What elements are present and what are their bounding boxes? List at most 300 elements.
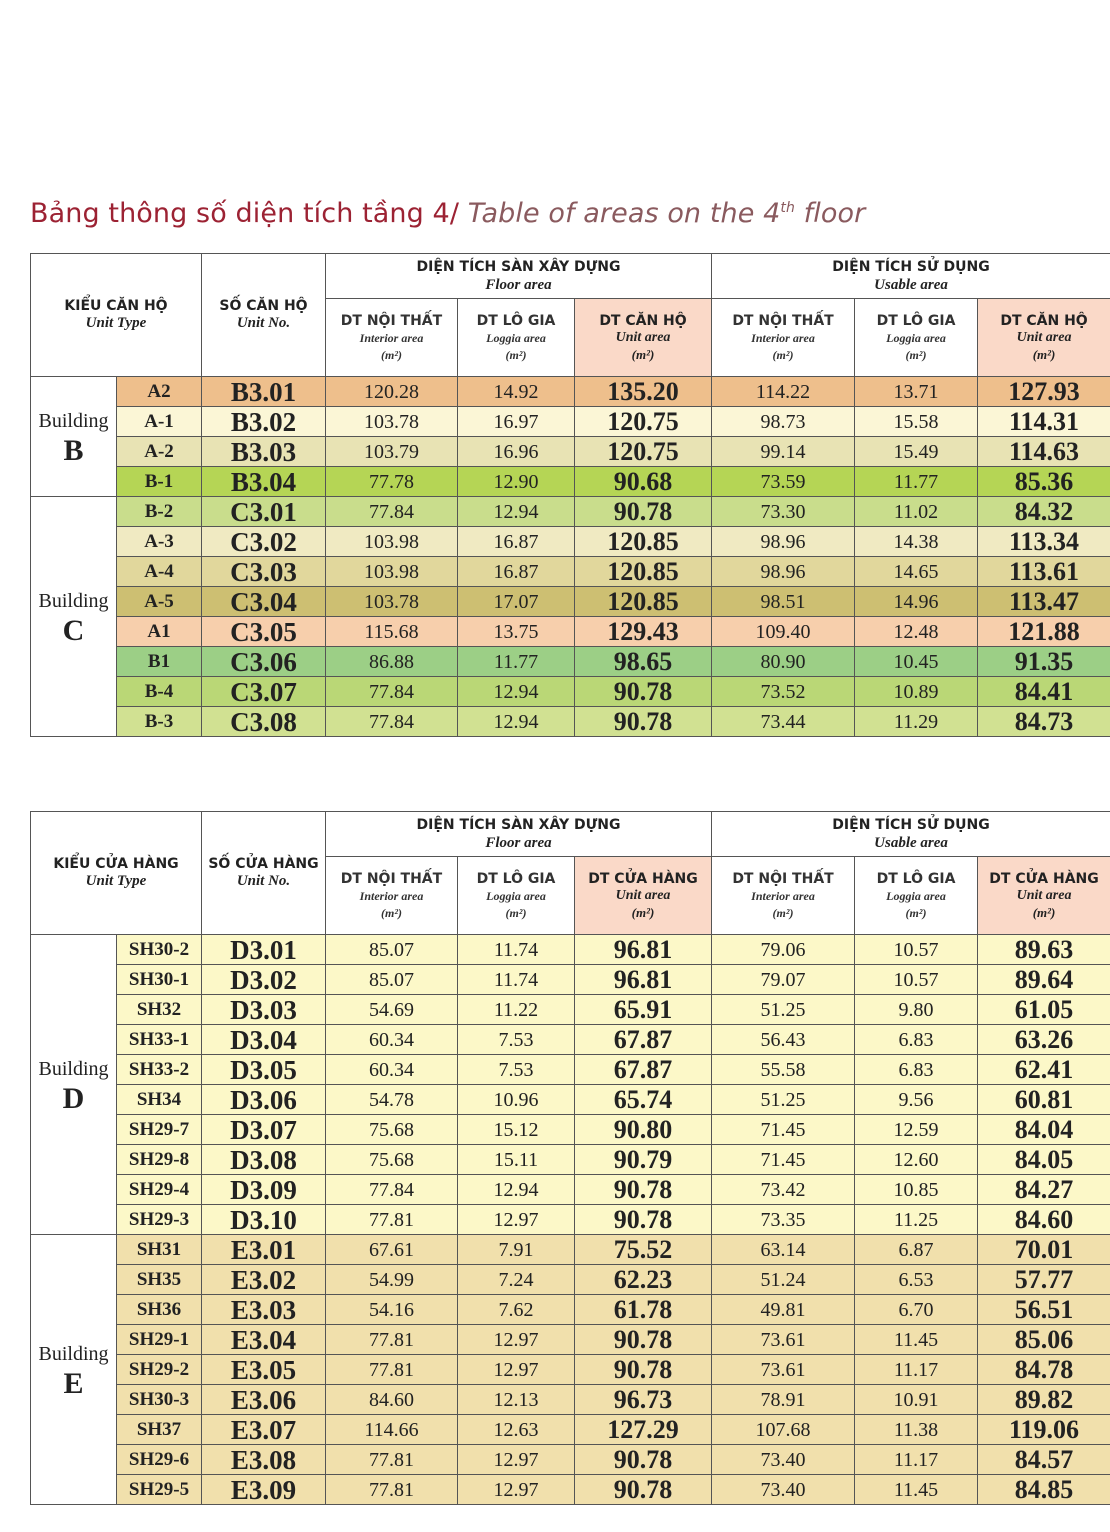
header-floor-shop: DT CỬA HÀNG Unit area (m²) <box>575 857 712 935</box>
usable-unit-cell: 84.04 <box>978 1115 1110 1145</box>
usable-loggia-cell: 15.49 <box>855 437 978 467</box>
table-row <box>31 1205 1110 1235</box>
usable-loggia-cell: 11.17 <box>855 1355 978 1385</box>
floor-interior-cell: 114.66 <box>326 1415 458 1445</box>
building-word: Building <box>38 1342 109 1365</box>
floor-interior-cell: 77.81 <box>326 1475 458 1505</box>
unit-type-cell: SH29-3 <box>117 1205 202 1235</box>
floor-interior-cell: 77.84 <box>326 1175 458 1205</box>
table-row <box>31 1175 1110 1205</box>
unit-type-cell: SH35 <box>117 1265 202 1295</box>
floor-loggia-cell: 12.90 <box>458 467 575 497</box>
unit-no-cell: D3.08 <box>202 1145 326 1175</box>
table-row <box>31 377 1110 407</box>
building-letter: C <box>62 613 85 647</box>
usable-loggia-cell: 12.59 <box>855 1115 978 1145</box>
floor-unit-cell: 96.81 <box>575 935 712 965</box>
header-floor-interior: DT NỘI THẤT Interior area (m²) <box>326 857 458 935</box>
floor-unit-cell: 67.87 <box>575 1055 712 1085</box>
usable-loggia-cell: 9.56 <box>855 1085 978 1115</box>
table-row <box>31 1235 1110 1265</box>
unit-type-cell: SH29-1 <box>117 1325 202 1355</box>
floor-interior-cell: 85.07 <box>326 935 458 965</box>
building-word: Building <box>38 409 109 432</box>
unit-no-cell: E3.08 <box>202 1445 326 1475</box>
usable-unit-cell: 84.32 <box>978 497 1110 527</box>
floor-loggia-cell: 12.13 <box>458 1385 575 1415</box>
floor-loggia-cell: 14.92 <box>458 377 575 407</box>
table-row <box>31 1145 1110 1175</box>
floor-loggia-cell: 7.62 <box>458 1295 575 1325</box>
unit-no-cell: B3.03 <box>202 437 326 467</box>
floor-unit-cell: 90.79 <box>575 1145 712 1175</box>
floor-unit-cell: 90.78 <box>575 1475 712 1505</box>
usable-interior-cell: 107.68 <box>712 1415 855 1445</box>
floor-loggia-cell: 16.96 <box>458 437 575 467</box>
usable-interior-cell: 73.61 <box>712 1325 855 1355</box>
floor-loggia-cell: 11.74 <box>458 965 575 995</box>
floor-loggia-cell: 12.94 <box>458 497 575 527</box>
floor-interior-cell: 103.98 <box>326 557 458 587</box>
building-word: Building <box>38 1057 109 1080</box>
usable-unit-cell: 63.26 <box>978 1025 1110 1055</box>
floor-unit-cell: 98.65 <box>575 647 712 677</box>
floor-loggia-cell: 15.11 <box>458 1145 575 1175</box>
usable-interior-cell: 73.59 <box>712 467 855 497</box>
floor-loggia-cell: 12.94 <box>458 1175 575 1205</box>
floor-unit-cell: 120.85 <box>575 527 712 557</box>
floor-unit-cell: 90.78 <box>575 1175 712 1205</box>
unit-type-cell: SH32 <box>117 995 202 1025</box>
header-usable-area: DIỆN TÍCH SỬ DỤNG Usable area <box>712 254 1110 299</box>
unit-type-cell: B-4 <box>117 677 202 707</box>
floor-loggia-cell: 7.24 <box>458 1265 575 1295</box>
table-row <box>31 497 1110 527</box>
unit-type-cell: SH29-7 <box>117 1115 202 1145</box>
floor-loggia-cell: 16.97 <box>458 407 575 437</box>
usable-loggia-cell: 11.29 <box>855 707 978 737</box>
table-row <box>31 1085 1110 1115</box>
usable-interior-cell: 99.14 <box>712 437 855 467</box>
table-row <box>31 1445 1110 1475</box>
unit-no-cell: D3.03 <box>202 995 326 1025</box>
usable-interior-cell: 51.25 <box>712 995 855 1025</box>
usable-loggia-cell: 11.02 <box>855 497 978 527</box>
floor-unit-cell: 96.73 <box>575 1385 712 1415</box>
floor-loggia-cell: 12.97 <box>458 1325 575 1355</box>
header-usable-interior: DT NỘI THẤT Interior area (m²) <box>712 299 855 377</box>
unit-type-cell: SH29-2 <box>117 1355 202 1385</box>
usable-interior-cell: 73.52 <box>712 677 855 707</box>
floor-interior-cell: 77.81 <box>326 1325 458 1355</box>
floor-unit-cell: 90.78 <box>575 1325 712 1355</box>
usable-interior-cell: 98.51 <box>712 587 855 617</box>
floor-interior-cell: 75.68 <box>326 1115 458 1145</box>
usable-loggia-cell: 10.57 <box>855 935 978 965</box>
unit-type-cell: SH30-3 <box>117 1385 202 1415</box>
floor-interior-cell: 77.81 <box>326 1205 458 1235</box>
floor-unit-cell: 90.78 <box>575 677 712 707</box>
header-unit-type: KIỂU CĂN HỘ Unit Type <box>31 254 202 377</box>
usable-loggia-cell: 11.17 <box>855 1445 978 1475</box>
floor-unit-cell: 62.23 <box>575 1265 712 1295</box>
usable-loggia-cell: 13.71 <box>855 377 978 407</box>
floor-loggia-cell: 11.74 <box>458 935 575 965</box>
unit-no-cell: D3.05 <box>202 1055 326 1085</box>
unit-type-cell: B-2 <box>117 497 202 527</box>
usable-interior-cell: 98.96 <box>712 557 855 587</box>
floor-loggia-cell: 7.53 <box>458 1055 575 1085</box>
unit-no-cell: B3.04 <box>202 467 326 497</box>
floor-loggia-cell: 13.75 <box>458 617 575 647</box>
unit-no-cell: C3.03 <box>202 557 326 587</box>
header-shop-no: SỐ CỬA HÀNG Unit No. <box>202 812 326 935</box>
unit-no-cell: B3.01 <box>202 377 326 407</box>
building-label <box>31 497 117 737</box>
unit-no-cell: D3.09 <box>202 1175 326 1205</box>
usable-loggia-cell: 10.45 <box>855 647 978 677</box>
table-row <box>31 1055 1110 1085</box>
unit-type-cell: SH29-5 <box>117 1475 202 1505</box>
usable-loggia-cell: 9.80 <box>855 995 978 1025</box>
unit-no-cell: E3.05 <box>202 1355 326 1385</box>
usable-interior-cell: 73.61 <box>712 1355 855 1385</box>
usable-interior-cell: 73.30 <box>712 497 855 527</box>
floor-unit-cell: 120.75 <box>575 437 712 467</box>
table-row <box>31 437 1110 467</box>
floor-interior-cell: 60.34 <box>326 1055 458 1085</box>
floor-interior-cell: 77.84 <box>326 707 458 737</box>
usable-loggia-cell: 10.85 <box>855 1175 978 1205</box>
floor-loggia-cell: 12.97 <box>458 1355 575 1385</box>
table-row <box>31 617 1110 647</box>
usable-loggia-cell: 10.89 <box>855 677 978 707</box>
usable-loggia-cell: 6.87 <box>855 1235 978 1265</box>
table-row <box>31 1295 1110 1325</box>
floor-loggia-cell: 10.96 <box>458 1085 575 1115</box>
unit-no-cell: C3.05 <box>202 617 326 647</box>
floor-interior-cell: 54.69 <box>326 995 458 1025</box>
usable-unit-cell: 57.77 <box>978 1265 1110 1295</box>
usable-unit-cell: 89.63 <box>978 935 1110 965</box>
floor-unit-cell: 61.78 <box>575 1295 712 1325</box>
usable-loggia-cell: 14.65 <box>855 557 978 587</box>
unit-type-cell: SH37 <box>117 1415 202 1445</box>
usable-interior-cell: 73.42 <box>712 1175 855 1205</box>
floor-interior-cell: 103.78 <box>326 407 458 437</box>
unit-no-cell: E3.03 <box>202 1295 326 1325</box>
usable-interior-cell: 79.06 <box>712 935 855 965</box>
apartment-area-table <box>30 253 1110 737</box>
unit-type-cell: SH30-1 <box>117 965 202 995</box>
header-shop-type: KIỂU CỬA HÀNG Unit Type <box>31 812 202 935</box>
floor-interior-cell: 60.34 <box>326 1025 458 1055</box>
usable-unit-cell: 84.57 <box>978 1445 1110 1475</box>
usable-loggia-cell: 12.60 <box>855 1145 978 1175</box>
floor-unit-cell: 90.78 <box>575 1445 712 1475</box>
floor-loggia-cell: 12.97 <box>458 1445 575 1475</box>
usable-unit-cell: 84.41 <box>978 677 1110 707</box>
floor-unit-cell: 120.85 <box>575 587 712 617</box>
header-usable-unit: DT CĂN HỘ Unit area (m²) <box>978 299 1110 377</box>
floor-interior-cell: 54.99 <box>326 1265 458 1295</box>
usable-unit-cell: 84.05 <box>978 1145 1110 1175</box>
usable-unit-cell: 127.93 <box>978 377 1110 407</box>
floor-interior-cell: 77.84 <box>326 677 458 707</box>
header-usable-area: DIỆN TÍCH SỬ DỤNG Usable area <box>712 812 1110 857</box>
floor-unit-cell: 129.43 <box>575 617 712 647</box>
floor-interior-cell: 77.78 <box>326 467 458 497</box>
unit-no-cell: E3.09 <box>202 1475 326 1505</box>
floor-interior-cell: 103.79 <box>326 437 458 467</box>
floor-unit-cell: 120.85 <box>575 557 712 587</box>
usable-unit-cell: 121.88 <box>978 617 1110 647</box>
usable-unit-cell: 89.64 <box>978 965 1110 995</box>
floor-interior-cell: 103.78 <box>326 587 458 617</box>
unit-no-cell: B3.02 <box>202 407 326 437</box>
floor-interior-cell: 54.16 <box>326 1295 458 1325</box>
floor-loggia-cell: 7.91 <box>458 1235 575 1265</box>
unit-no-cell: D3.02 <box>202 965 326 995</box>
building-letter: D <box>62 1081 85 1115</box>
usable-loggia-cell: 6.83 <box>855 1025 978 1055</box>
floor-unit-cell: 90.78 <box>575 1205 712 1235</box>
floor-unit-cell: 90.68 <box>575 467 712 497</box>
floor-interior-cell: 77.81 <box>326 1355 458 1385</box>
floor-loggia-cell: 7.53 <box>458 1025 575 1055</box>
unit-no-cell: E3.06 <box>202 1385 326 1415</box>
table-row <box>31 1385 1110 1415</box>
usable-interior-cell: 98.96 <box>712 527 855 557</box>
floor-interior-cell: 120.28 <box>326 377 458 407</box>
header-floor-area: DIỆN TÍCH SÀN XÂY DỰNG Floor area <box>326 254 712 299</box>
floor-loggia-cell: 11.77 <box>458 647 575 677</box>
usable-interior-cell: 98.73 <box>712 407 855 437</box>
usable-unit-cell: 84.60 <box>978 1205 1110 1235</box>
usable-loggia-cell: 11.38 <box>855 1415 978 1445</box>
floor-unit-cell: 75.52 <box>575 1235 712 1265</box>
header-usable-interior: DT NỘI THẤT Interior area (m²) <box>712 857 855 935</box>
floor-unit-cell: 90.80 <box>575 1115 712 1145</box>
unit-type-cell: SH34 <box>117 1085 202 1115</box>
shop-area-table <box>30 811 1110 1505</box>
unit-type-cell: SH29-4 <box>117 1175 202 1205</box>
usable-loggia-cell: 11.25 <box>855 1205 978 1235</box>
usable-interior-cell: 73.35 <box>712 1205 855 1235</box>
title-vi: Bảng thông số diện tích tầng 4/ <box>30 198 468 229</box>
table-row <box>31 407 1110 437</box>
table-row <box>31 1475 1110 1505</box>
usable-interior-cell: 56.43 <box>712 1025 855 1055</box>
usable-loggia-cell: 10.91 <box>855 1385 978 1415</box>
unit-no-cell: C3.02 <box>202 527 326 557</box>
table-row <box>31 527 1110 557</box>
floor-loggia-cell: 12.63 <box>458 1415 575 1445</box>
usable-unit-cell: 60.81 <box>978 1085 1110 1115</box>
header-floor-area: DIỆN TÍCH SÀN XÂY DỰNG Floor area <box>326 812 712 857</box>
unit-no-cell: E3.07 <box>202 1415 326 1445</box>
usable-loggia-cell: 11.45 <box>855 1475 978 1505</box>
header-usable-loggia: DT LÔ GIA Loggia area (m²) <box>855 299 978 377</box>
usable-unit-cell: 70.01 <box>978 1235 1110 1265</box>
unit-type-cell: A-3 <box>117 527 202 557</box>
usable-loggia-cell: 6.70 <box>855 1295 978 1325</box>
floor-unit-cell: 65.74 <box>575 1085 712 1115</box>
unit-type-cell: B-3 <box>117 707 202 737</box>
floor-unit-cell: 90.78 <box>575 1355 712 1385</box>
floor-unit-cell: 90.78 <box>575 497 712 527</box>
header-usable-shop: DT CỬA HÀNG Unit area (m²) <box>978 857 1110 935</box>
table-row <box>31 965 1110 995</box>
floor-loggia-cell: 15.12 <box>458 1115 575 1145</box>
usable-interior-cell: 71.45 <box>712 1145 855 1175</box>
usable-unit-cell: 56.51 <box>978 1295 1110 1325</box>
unit-type-cell: B-1 <box>117 467 202 497</box>
unit-type-cell: A-2 <box>117 437 202 467</box>
floor-interior-cell: 84.60 <box>326 1385 458 1415</box>
header-floor-loggia: DT LÔ GIA Loggia area (m²) <box>458 299 575 377</box>
unit-no-cell: C3.01 <box>202 497 326 527</box>
unit-no-cell: D3.10 <box>202 1205 326 1235</box>
title-en: Table of areas on the 4th floor <box>467 198 866 229</box>
floor-unit-cell: 135.20 <box>575 377 712 407</box>
unit-type-cell: SH36 <box>117 1295 202 1325</box>
table-row <box>31 1265 1110 1295</box>
floor-unit-cell: 90.78 <box>575 707 712 737</box>
usable-interior-cell: 109.40 <box>712 617 855 647</box>
usable-unit-cell: 114.63 <box>978 437 1110 467</box>
table-row <box>31 1115 1110 1145</box>
floor-loggia-cell: 12.94 <box>458 707 575 737</box>
usable-interior-cell: 49.81 <box>712 1295 855 1325</box>
floor-interior-cell: 77.81 <box>326 1445 458 1475</box>
unit-no-cell: C3.08 <box>202 707 326 737</box>
table-row <box>31 587 1110 617</box>
usable-unit-cell: 113.47 <box>978 587 1110 617</box>
usable-unit-cell: 91.35 <box>978 647 1110 677</box>
unit-type-cell: A-1 <box>117 407 202 437</box>
usable-loggia-cell: 14.96 <box>855 587 978 617</box>
unit-no-cell: E3.04 <box>202 1325 326 1355</box>
floor-interior-cell: 75.68 <box>326 1145 458 1175</box>
unit-no-cell: C3.06 <box>202 647 326 677</box>
floor-unit-cell: 96.81 <box>575 965 712 995</box>
usable-interior-cell: 51.25 <box>712 1085 855 1115</box>
table-row <box>31 995 1110 1025</box>
floor-loggia-cell: 17.07 <box>458 587 575 617</box>
usable-interior-cell: 78.91 <box>712 1385 855 1415</box>
unit-type-cell: SH31 <box>117 1235 202 1265</box>
usable-unit-cell: 85.36 <box>978 467 1110 497</box>
table-row <box>31 557 1110 587</box>
floor-unit-cell: 65.91 <box>575 995 712 1025</box>
usable-loggia-cell: 10.57 <box>855 965 978 995</box>
usable-unit-cell: 84.73 <box>978 707 1110 737</box>
floor-loggia-cell: 12.94 <box>458 677 575 707</box>
usable-unit-cell: 61.05 <box>978 995 1110 1025</box>
table-row <box>31 935 1110 965</box>
unit-no-cell: D3.04 <box>202 1025 326 1055</box>
floor-interior-cell: 85.07 <box>326 965 458 995</box>
floor-loggia-cell: 16.87 <box>458 527 575 557</box>
floor-interior-cell: 115.68 <box>326 617 458 647</box>
unit-no-cell: D3.07 <box>202 1115 326 1145</box>
floor-loggia-cell: 12.97 <box>458 1475 575 1505</box>
floor-interior-cell: 86.88 <box>326 647 458 677</box>
usable-unit-cell: 84.85 <box>978 1475 1110 1505</box>
table-row <box>31 1355 1110 1385</box>
usable-interior-cell: 114.22 <box>712 377 855 407</box>
usable-unit-cell: 119.06 <box>978 1415 1110 1445</box>
building-letter: B <box>63 433 84 467</box>
unit-type-cell: SH29-6 <box>117 1445 202 1475</box>
unit-no-cell: D3.01 <box>202 935 326 965</box>
floor-interior-cell: 67.61 <box>326 1235 458 1265</box>
usable-unit-cell: 84.78 <box>978 1355 1110 1385</box>
unit-no-cell: C3.07 <box>202 677 326 707</box>
usable-interior-cell: 63.14 <box>712 1235 855 1265</box>
floor-interior-cell: 54.78 <box>326 1085 458 1115</box>
usable-loggia-cell: 12.48 <box>855 617 978 647</box>
header-floor-loggia: DT LÔ GIA Loggia area (m²) <box>458 857 575 935</box>
unit-type-cell: A-5 <box>117 587 202 617</box>
floor-unit-cell: 127.29 <box>575 1415 712 1445</box>
unit-type-cell: SH33-2 <box>117 1055 202 1085</box>
unit-type-cell: A1 <box>117 617 202 647</box>
unit-no-cell: D3.06 <box>202 1085 326 1115</box>
unit-no-cell: E3.02 <box>202 1265 326 1295</box>
unit-type-cell: SH30-2 <box>117 935 202 965</box>
table-row <box>31 1325 1110 1355</box>
usable-loggia-cell: 6.83 <box>855 1055 978 1085</box>
usable-interior-cell: 71.45 <box>712 1115 855 1145</box>
floor-loggia-cell: 16.87 <box>458 557 575 587</box>
usable-interior-cell: 80.90 <box>712 647 855 677</box>
page-title <box>30 198 865 229</box>
usable-unit-cell: 114.31 <box>978 407 1110 437</box>
usable-interior-cell: 55.58 <box>712 1055 855 1085</box>
usable-interior-cell: 51.24 <box>712 1265 855 1295</box>
usable-unit-cell: 84.27 <box>978 1175 1110 1205</box>
usable-loggia-cell: 11.45 <box>855 1325 978 1355</box>
usable-unit-cell: 62.41 <box>978 1055 1110 1085</box>
floor-interior-cell: 103.98 <box>326 527 458 557</box>
unit-type-cell: SH29-8 <box>117 1145 202 1175</box>
usable-interior-cell: 73.44 <box>712 707 855 737</box>
usable-loggia-cell: 14.38 <box>855 527 978 557</box>
header-floor-unit: DT CĂN HỘ Unit area (m²) <box>575 299 712 377</box>
floor-loggia-cell: 11.22 <box>458 995 575 1025</box>
building-letter: E <box>63 1366 84 1400</box>
usable-loggia-cell: 11.77 <box>855 467 978 497</box>
usable-unit-cell: 85.06 <box>978 1325 1110 1355</box>
building-word: Building <box>38 589 109 612</box>
usable-interior-cell: 79.07 <box>712 965 855 995</box>
floor-unit-cell: 67.87 <box>575 1025 712 1055</box>
usable-unit-cell: 89.82 <box>978 1385 1110 1415</box>
usable-interior-cell: 73.40 <box>712 1445 855 1475</box>
header-unit-no: SỐ CĂN HỘ Unit No. <box>202 254 326 377</box>
usable-unit-cell: 113.61 <box>978 557 1110 587</box>
building-label <box>31 935 117 1235</box>
table-row <box>31 1025 1110 1055</box>
usable-unit-cell: 113.34 <box>978 527 1110 557</box>
usable-loggia-cell: 15.58 <box>855 407 978 437</box>
table-row <box>31 647 1110 677</box>
table-row <box>31 1415 1110 1445</box>
floor-loggia-cell: 12.97 <box>458 1205 575 1235</box>
table-row <box>31 677 1110 707</box>
